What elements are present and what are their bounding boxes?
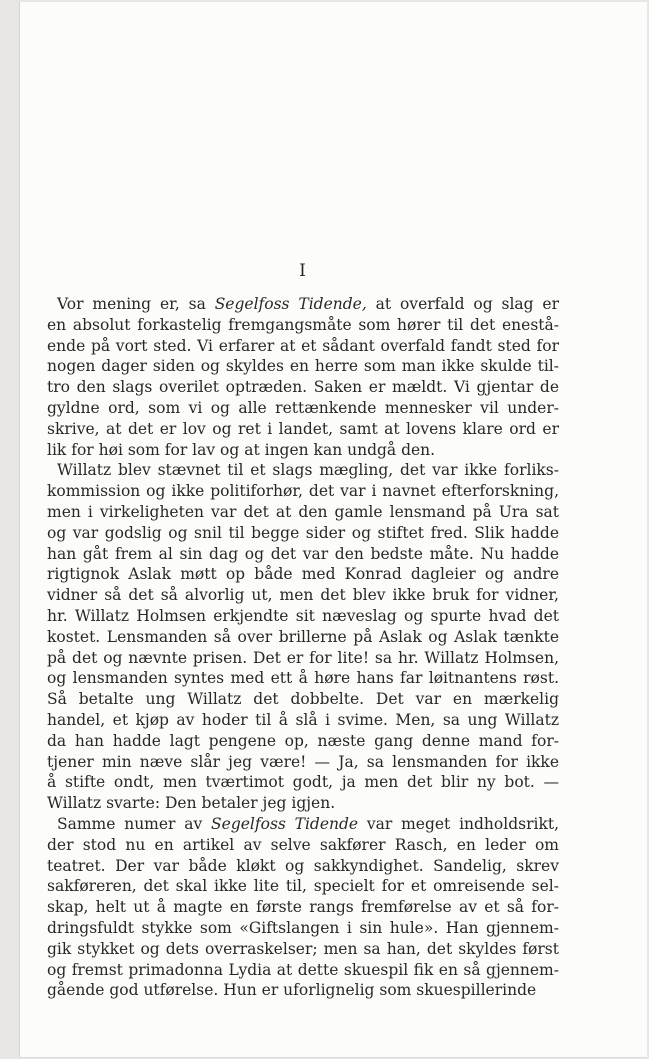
text-line: tjener min næve slår jeg være! — Ja, sa lensmanden for ikke (47, 752, 559, 771)
text-line: skrive, at det er lov og ret i landet, samt at lovens klare ord er (47, 419, 559, 438)
text-line: gående god utførelse. Hun er uforlignelig som skuespillerinde (47, 981, 537, 1000)
text-line: og var godslig og snil til begge sider og stiftet fred. Slik hadde (47, 523, 559, 542)
text-line: gyldne ord, som vi og alle rettænkende mennesker vil under- (47, 398, 559, 417)
text-line: der stod nu en artikel av selve sakfører Rasch, en leder om (47, 835, 559, 854)
text-line: skap, helt ut å magte en første rangs fremførelse av et så for- (47, 898, 559, 917)
text-line: på det og nævnte prisen. Det er for lite! sa hr. Willatz Holmsen, (47, 648, 559, 667)
body-text (47, 294, 559, 1001)
text-line: Willatz svarte: Den betaler jeg igjen. (47, 794, 336, 813)
text-line: dringsfuldt stykke som «Giftslangen i sin hule». Han gjennem- (47, 918, 559, 937)
text-line: han gåt frem al sin dag og det var den bedste måte. Nu hadde (47, 544, 559, 563)
text-line: og fremst primadonna Lydia at dette skuespil fik en så gjennem- (47, 960, 559, 979)
text-line: å stifte ondt, men tværtimot godt, ja men det blir ny bot. — (47, 773, 559, 792)
text-line: en absolut forkastelig fremgangsmåte som hører til det enestå- (47, 315, 559, 334)
text-line: Så betalte ung Willatz det dobbelte. Det var en mærkelig (47, 690, 559, 709)
text-line: hr. Willatz Holmsen erkjendte sit næveslag og spurte hvad det (47, 606, 559, 625)
book-page (20, 2, 647, 1057)
text-line: ende på vort sted. Vi erfarer at et sådant overfald fandt sted for (47, 336, 559, 355)
text-line: rigtignok Aslak møtt op både med Konrad dagleier og andre (47, 565, 559, 584)
text-line: og lensmanden syntes med ett å høre hans far løitnantens røst. (47, 669, 559, 688)
text-line: lik for høi som for lav og at ingen kan undgå den. (47, 440, 436, 459)
text-line: men i virkeligheten var det at den gamle lensmand på Ura sat (47, 502, 559, 521)
text-line: teatret. Der var både kløkt og sakkyndighet. Sandelig, skrev (47, 856, 559, 875)
text-line: gik stykket og dets overraskelser; men sa han, det skyldes først (47, 939, 559, 958)
text-line: Willatz blev stævnet til et slags mægling, det var ikke forliks- (57, 461, 559, 480)
text-line: kommission og ikke politiforhør, det var i navnet efterforskning, (47, 482, 559, 501)
text-line: tro den slags overilet optræden. Saken er mældt. Vi gjentar de (47, 378, 559, 397)
text-line: da han hadde lagt pengene op, næste gang denne mand for- (47, 731, 559, 750)
text-line: Vor mening er, sa Segelfoss Tidende, at overfald og slag er (57, 295, 560, 313)
paragraph (47, 294, 559, 460)
text-line: kostet. Lensmanden så over brillerne på Aslak og Aslak tænkte (47, 627, 559, 646)
text-line: handel, et kjøp av hoder til å slå i svime. Men, sa ung Willatz (47, 710, 559, 729)
text-line: vidner så det så alvorlig ut, men det blev ikke bruk for vidner, (47, 586, 559, 605)
paragraph (47, 460, 559, 814)
paragraph (47, 814, 559, 1001)
italic-title: Segelfoss Tidende, (214, 295, 367, 313)
italic-title: Segelfoss Tidende (211, 814, 359, 833)
text-line: nogen dager siden og skyldes en herre som man ikke skulde til- (47, 357, 559, 376)
page-text (47, 260, 559, 1001)
chapter-heading: I (299, 261, 307, 281)
text-line: Samme numer av Segelfoss Tidende var meget indholdsrikt, (57, 814, 559, 833)
text-line: sakføreren, det skal ikke lite til, specielt for et omreisende sel- (47, 877, 559, 896)
